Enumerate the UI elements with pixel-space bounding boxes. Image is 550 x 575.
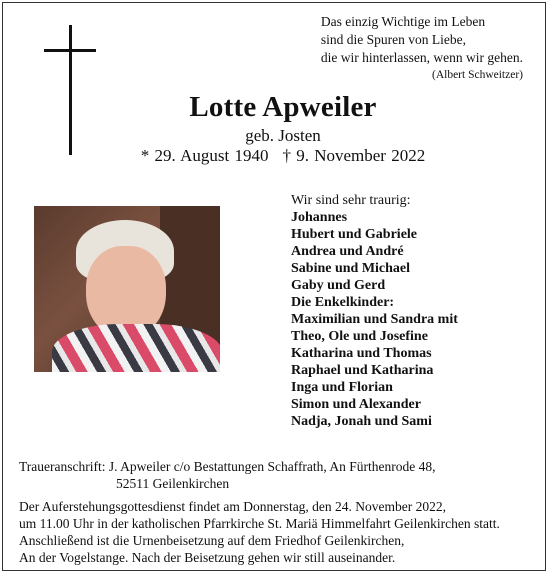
address-line: Traueranschrift: J. Apweiler c/o Bestattungen Schaffrath, An Fürthenrode 48, <box>19 459 436 474</box>
family-member: Nadja, Jonah und Sami <box>291 414 432 429</box>
birth-date: * 29. August 1940 <box>140 146 269 165</box>
family-member: Gaby und Gerd <box>291 278 386 293</box>
deceased-name: Lotte Apweiler <box>189 91 377 123</box>
portrait-photo <box>34 206 220 372</box>
mourning-address <box>19 458 436 492</box>
family-member: Raphael und Katharina <box>291 363 434 378</box>
family-member: Simon und Alexander <box>291 397 421 412</box>
service-info <box>19 498 500 566</box>
quote-line: sind die Spuren von Liebe, <box>320 32 467 47</box>
life-dates <box>3 146 550 166</box>
quote-line: Das einzig Wichtige im Leben <box>320 14 486 29</box>
quote-author: (Albert Schweitzer) <box>431 69 523 81</box>
family-member: Theo, Ole und Josefine <box>291 329 428 344</box>
birth-name: geb. Josten <box>245 126 321 145</box>
family-member: Die Enkelkinder: <box>291 295 395 310</box>
quote-line: die wir hinterlassen, wenn wir gehen. <box>320 50 523 65</box>
service-line: An der Vogelstange. Nach der Beisetzung gehen wir still auseinander. <box>19 550 396 565</box>
service-line: Anschließend ist die Urnenbeisetzung auf dem Friedhof Geilenkirchen, <box>19 533 405 548</box>
obituary-notice <box>2 2 546 571</box>
family-list <box>291 192 458 430</box>
address-line: 52511 Geilenkirchen <box>116 476 230 491</box>
family-member: Hubert und Gabriele <box>291 227 418 242</box>
family-member: Andrea und André <box>291 244 404 259</box>
service-line: um 11.00 Uhr in der katholischen Pfarrkirche St. Mariä Himmelfahrt Geilenkirchen statt. <box>19 516 500 531</box>
service-line: Der Auferstehungsgottesdienst findet am Donnerstag, den 24. November 2022, <box>19 499 447 514</box>
quote <box>321 13 523 83</box>
family-member: Katharina und Thomas <box>291 346 432 361</box>
family-member: Sabine und Michael <box>291 261 411 276</box>
family-member: Maximilian und Sandra mit <box>291 312 458 327</box>
family-member: Johannes <box>291 210 348 225</box>
family-member: Inga und Florian <box>291 380 393 395</box>
family-intro: Wir sind sehr traurig: <box>291 193 411 208</box>
death-date: † 9. November 2022 <box>282 146 426 165</box>
